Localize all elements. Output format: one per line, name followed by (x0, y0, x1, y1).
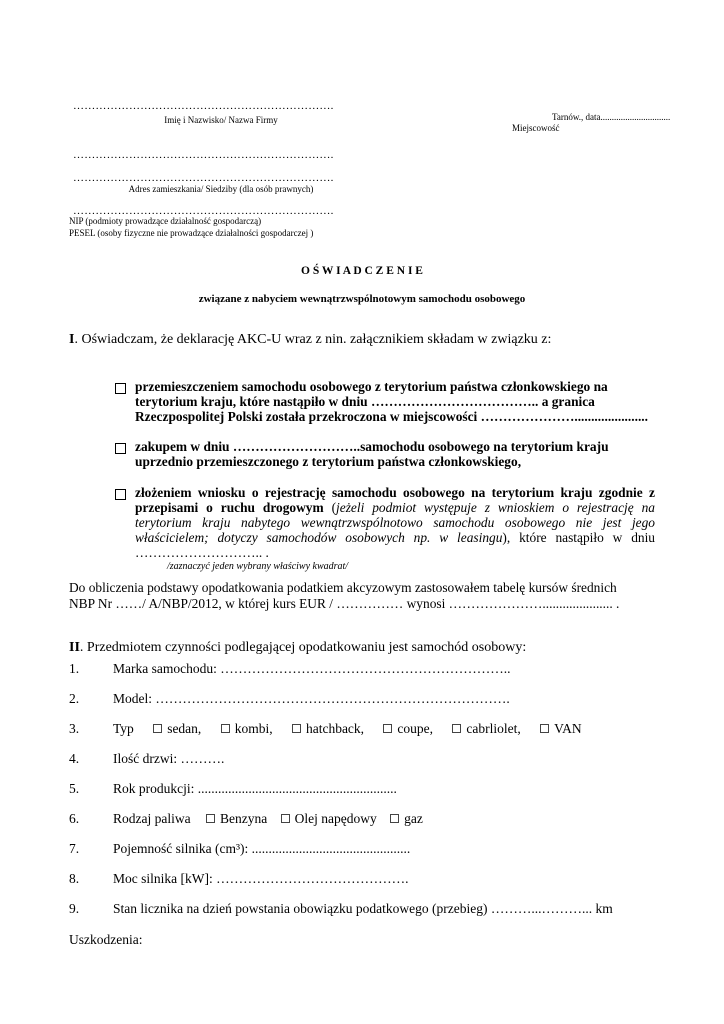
option2-line1: zakupem w dniu ………………………..samochodu osobowego na terytorium kraju (135, 439, 609, 454)
damage-label: Uszkodzenia: (69, 932, 143, 947)
option3-open-paren: ( (323, 500, 337, 515)
checkbox-icon (540, 724, 549, 733)
option3-tail: ), które nastąpiło w dniu (502, 530, 655, 545)
item-number: 7. (69, 841, 80, 856)
option1-text (135, 379, 655, 424)
type-sedan-label: sedan, (167, 721, 202, 736)
type-cabriolet-label: cabrliolet, (466, 721, 521, 736)
fuel-option-gas[interactable] (390, 811, 423, 826)
option3-italic: jeżeli podmiot występuje z wnioskiem o rejestrację na terytorium kraju nabytego wewnątrzwspólnotowo samochodu osobowego nie jest jego właścicielem; dotyczy samochodów osobowych np. w leasingu (135, 500, 656, 545)
address-dots-2: ……………………………………………………………. (73, 172, 334, 184)
option1-checkbox[interactable] (115, 380, 132, 398)
address-label: Adres zamieszkania/ Siedziby (dla osób prawnych) (128, 184, 314, 194)
address-dots-1: ……………………………………………………………. (73, 149, 334, 161)
fuel-label: Rodzaj paliwa (113, 811, 191, 826)
item-engine-capacity: Pojemność silnika (cm³): ............................................... (113, 841, 411, 856)
type-hatchback-label: hatchback, (305, 721, 365, 736)
type-option-hatchback[interactable] (292, 721, 364, 736)
checkbox-icon (452, 724, 461, 733)
type-kombi-label: kombi, (234, 721, 273, 736)
checkbox-icon (221, 724, 230, 733)
option3-text (135, 485, 655, 545)
option2-line2: uprzednio przemieszczonego z terytorium państwa członkowskiego, (135, 454, 522, 469)
option1-line1: przemieszczeniem samochodu osobowego z terytorium państwa członkowskiego na (135, 379, 608, 394)
document-subtitle: związane z nabyciem wewnątrzwspólnotowym samochodu osobowego (198, 293, 526, 305)
checkbox-icon (390, 814, 399, 823)
section2-heading (69, 640, 526, 656)
fuel-gas-label: gaz (404, 811, 423, 826)
section2-text: . Przedmiotem czynności podlegającej opodatkowaniu jest samochód osobowy: (79, 640, 527, 655)
type-option-coupe[interactable] (383, 721, 433, 736)
type-option-sedan[interactable] (153, 721, 201, 736)
type-option-cabriolet[interactable] (452, 721, 520, 736)
item-number: 2. (69, 691, 80, 706)
fuel-option-petrol[interactable] (206, 811, 267, 826)
item-type (113, 721, 582, 737)
pesel-label: PESEL (osoby fizyczne nie prowadzące działalności gospodarczej ) (69, 228, 314, 238)
option1-line3: Rzeczpospolitej Polski została przekroczona w miejscowości …………………...................... (135, 409, 648, 424)
item-model: Model: ……………………………………………………………………. (113, 691, 510, 706)
select-note: /zaznaczyć jeden wybrany właściwy kwadrat/ (167, 561, 349, 572)
fuel-diesel-label: Olej napędowy (294, 811, 377, 826)
option3-bold: złożeniem wniosku o rejestrację samochodu osobowego na terytorium kraju zgodnie z przepisami o ruchu drogowym (135, 485, 655, 515)
option3-checkbox[interactable] (115, 486, 132, 504)
item-number: 3. (69, 721, 80, 736)
checkbox-icon (115, 489, 126, 500)
item-brand: Marka samochodu: ……………………………………………………….. (113, 661, 511, 676)
fuel-option-diesel[interactable] (281, 811, 377, 826)
type-label: Typ (113, 721, 134, 736)
checkbox-icon (153, 724, 162, 733)
item-number: 9. (69, 901, 80, 916)
name-label: Imię i Nazwisko/ Nazwa Firmy (164, 115, 278, 125)
name-dots: ……………………………………………………………. (73, 100, 334, 112)
item-doors: Ilość drzwi: ………. (113, 751, 225, 766)
rate-line1: Do obliczenia podstawy opodatkowania podatkiem akcyzowym zastosowałem tabelę kursów średnich (69, 580, 617, 595)
item-number: 4. (69, 751, 80, 766)
document-title: O Ś W I A D C Z E N I E (301, 265, 423, 277)
item-number: 8. (69, 871, 80, 886)
item-year: Rok produkcji: ........................................................... (113, 781, 397, 796)
nip-label: NIP (podmioty prowadzące działalność gospodarczą) (69, 216, 262, 226)
section2-roman: II (69, 640, 80, 655)
option3-date-dots: ……………………….. . (135, 545, 269, 560)
option2-text (135, 439, 655, 469)
checkbox-icon (206, 814, 215, 823)
section1-roman: I (69, 332, 75, 347)
rate-line2: NBP Nr ……/ A/NBP/2012, w której kurs EUR / …………… wynosi …………………..................... . (69, 596, 620, 611)
checkbox-icon (281, 814, 290, 823)
type-coupe-label: coupe, (397, 721, 434, 736)
item-number: 1. (69, 661, 80, 676)
checkbox-icon (115, 443, 126, 454)
item-fuel (113, 811, 423, 827)
checkbox-icon (115, 383, 126, 394)
nip-dots: ……………………………………………………………. (73, 205, 334, 217)
item-number: 5. (69, 781, 80, 796)
section1-heading (69, 332, 551, 348)
item-engine-power: Moc silnika [kW]: ……………………………………. (113, 871, 409, 886)
checkbox-icon (292, 724, 301, 733)
section1-text: . Oświadczam, że deklarację AKC-U wraz z nin. załącznikiem składam w związku z: (74, 332, 552, 347)
place-label: Miejscowość (512, 123, 560, 133)
checkbox-icon (383, 724, 392, 733)
item-number: 6. (69, 811, 80, 826)
fuel-petrol-label: Benzyna (219, 811, 268, 826)
type-van-label: VAN (554, 721, 582, 736)
option1-line2: terytorium kraju, które nastąpiło w dniu ……………………………….. a granica (135, 394, 595, 409)
option2-checkbox[interactable] (115, 440, 132, 458)
type-option-van[interactable] (540, 721, 582, 736)
type-option-kombi[interactable] (221, 721, 273, 736)
item-odometer: Stan licznika na dzień powstania obowiązku podatkowego (przebieg) ………...………... km (113, 901, 613, 916)
place-date: Tarnów., data............................... (552, 112, 671, 122)
